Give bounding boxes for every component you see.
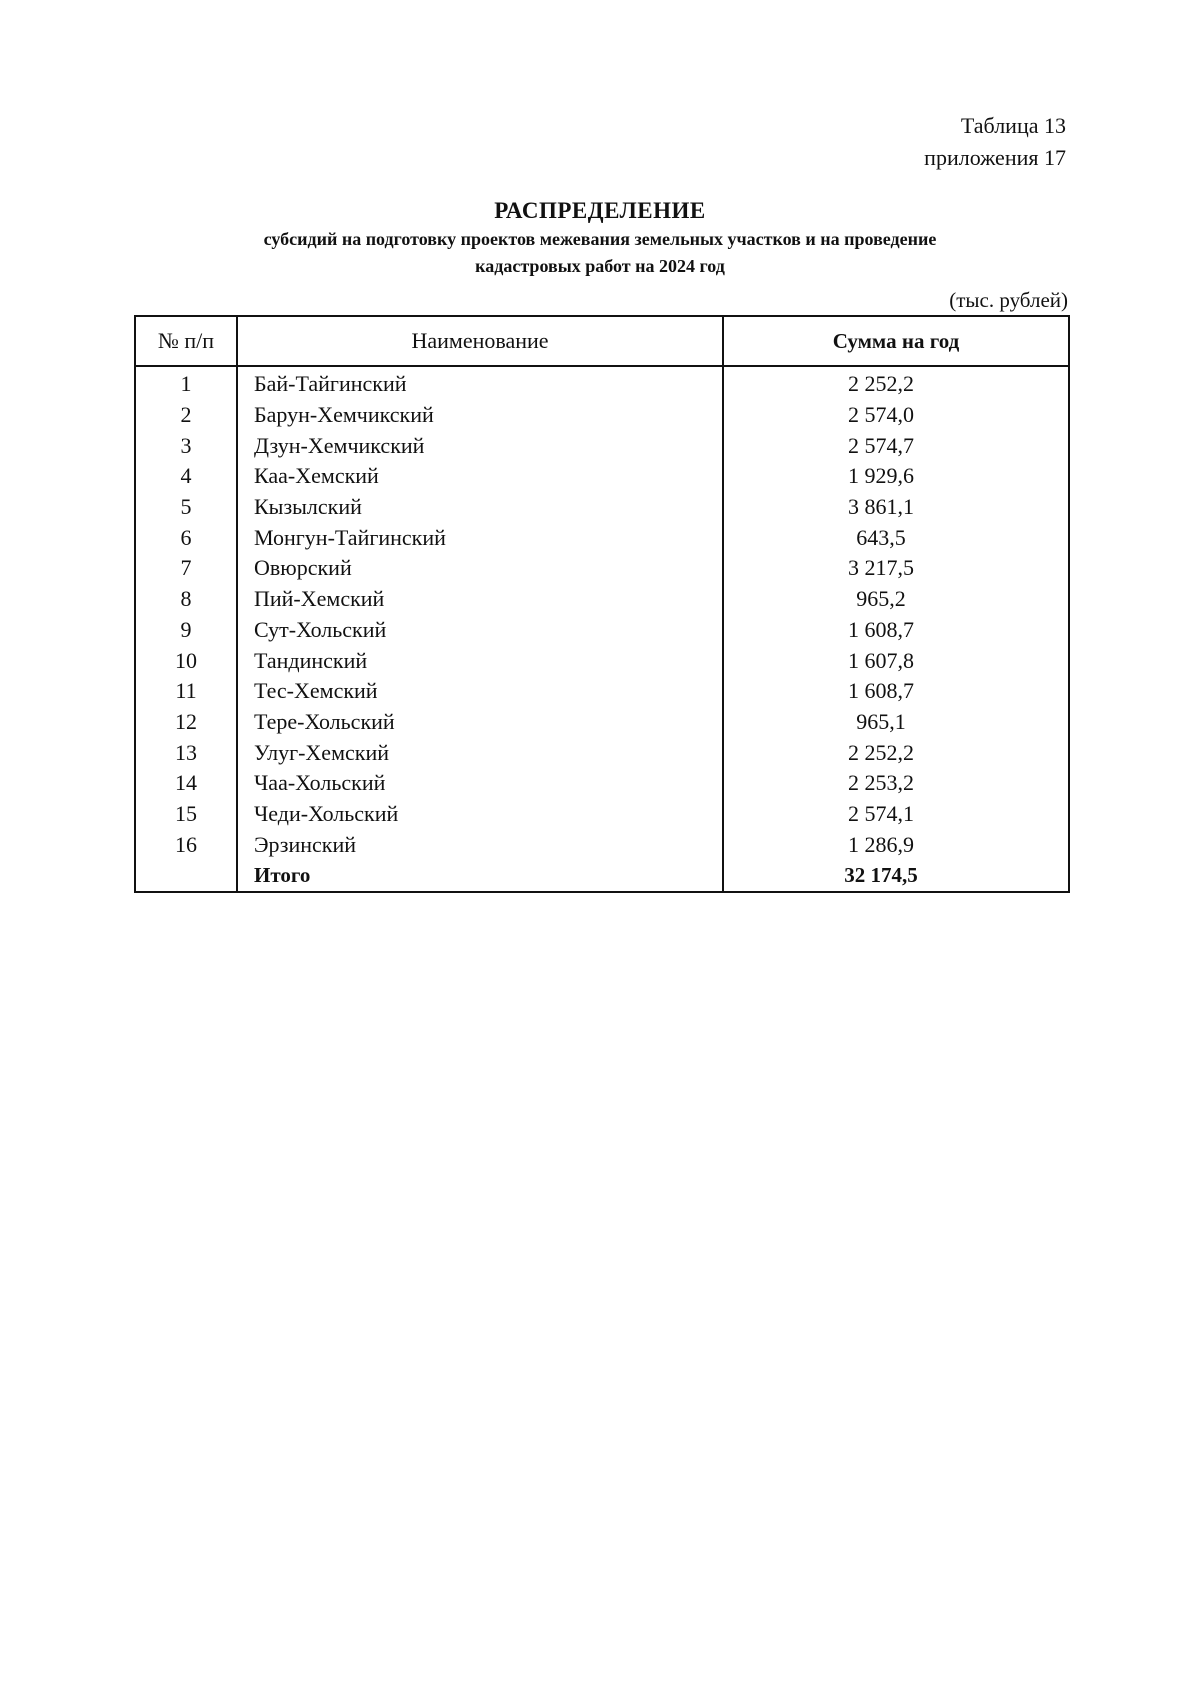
table-body xyxy=(135,366,1069,892)
table-row xyxy=(135,492,1069,523)
row-sum: 965,1 xyxy=(723,707,1069,738)
row-name: Тандинский xyxy=(237,645,723,676)
row-name: Чеди-Хольский xyxy=(237,799,723,830)
row-sum: 2 252,2 xyxy=(723,366,1069,400)
row-sum: 2 574,1 xyxy=(723,799,1069,830)
row-name: Барун-Хемчикский xyxy=(237,400,723,431)
title-main: РАСПРЕДЕЛЕНИЕ xyxy=(494,198,706,223)
row-number: 10 xyxy=(135,645,237,676)
row-name: Пий-Хемский xyxy=(237,584,723,615)
row-sum: 3 861,1 xyxy=(723,492,1069,523)
table-row xyxy=(135,461,1069,492)
table-row xyxy=(135,829,1069,860)
row-number: 1 xyxy=(135,366,237,400)
row-name: Дзун-Хемчикский xyxy=(237,430,723,461)
table-header-row xyxy=(135,316,1069,366)
row-number: 13 xyxy=(135,737,237,768)
row-number: 12 xyxy=(135,707,237,738)
table-row xyxy=(135,366,1069,400)
document-title xyxy=(130,196,1070,280)
total-label: Итого xyxy=(237,860,723,892)
row-name: Тере-Хольский xyxy=(237,707,723,738)
table-row xyxy=(135,707,1069,738)
table-row xyxy=(135,676,1069,707)
row-sum: 1 929,6 xyxy=(723,461,1069,492)
row-name: Улуг-Хемский xyxy=(237,737,723,768)
table-row xyxy=(135,584,1069,615)
header-number: № п/п xyxy=(135,316,237,366)
table-row xyxy=(135,768,1069,799)
table-row xyxy=(135,400,1069,431)
row-name: Кызылский xyxy=(237,492,723,523)
row-name: Чаа-Хольский xyxy=(237,768,723,799)
total-sum: 32 174,5 xyxy=(723,860,1069,892)
row-name: Каа-Хемский xyxy=(237,461,723,492)
row-number: 5 xyxy=(135,492,237,523)
header-name: Наименование xyxy=(237,316,723,366)
row-name: Монгун-Тайгинский xyxy=(237,522,723,553)
row-number: 8 xyxy=(135,584,237,615)
row-number: 2 xyxy=(135,400,237,431)
table-row xyxy=(135,645,1069,676)
row-number: 4 xyxy=(135,461,237,492)
row-number: 3 xyxy=(135,430,237,461)
appendix-number: приложения 17 xyxy=(924,145,1066,170)
table-row xyxy=(135,799,1069,830)
total-row xyxy=(135,860,1069,892)
distribution-table xyxy=(134,315,1070,893)
table-row xyxy=(135,553,1069,584)
row-sum: 2 252,2 xyxy=(723,737,1069,768)
row-number: 11 xyxy=(135,676,237,707)
row-name: Эрзинский xyxy=(237,829,723,860)
row-sum: 1 286,9 xyxy=(723,829,1069,860)
row-sum: 2 253,2 xyxy=(723,768,1069,799)
row-number: 14 xyxy=(135,768,237,799)
title-sub-line2: кадастровых работ на 2024 год xyxy=(475,256,725,276)
table-row xyxy=(135,737,1069,768)
units-label: (тыс. рублей) xyxy=(949,288,1068,312)
row-name: Овюрский xyxy=(237,553,723,584)
table-row xyxy=(135,430,1069,461)
header-sum: Сумма на год xyxy=(723,316,1069,366)
row-name: Тес-Хемский xyxy=(237,676,723,707)
row-sum: 1 608,7 xyxy=(723,676,1069,707)
row-name: Сут-Хольский xyxy=(237,615,723,646)
table-row xyxy=(135,522,1069,553)
row-sum: 965,2 xyxy=(723,584,1069,615)
row-sum: 3 217,5 xyxy=(723,553,1069,584)
row-sum: 2 574,0 xyxy=(723,400,1069,431)
row-name: Бай-Тайгинский xyxy=(237,366,723,400)
table-row xyxy=(135,615,1069,646)
row-number: 16 xyxy=(135,829,237,860)
table-reference xyxy=(924,110,1066,174)
title-sub-line1: субсидий на подготовку проектов межевания земельных участков и на проведение xyxy=(263,229,937,249)
total-number-cell xyxy=(135,860,237,892)
row-sum: 1 607,8 xyxy=(723,645,1069,676)
table-number: Таблица 13 xyxy=(960,113,1066,138)
row-sum: 2 574,7 xyxy=(723,430,1069,461)
row-number: 7 xyxy=(135,553,237,584)
row-number: 15 xyxy=(135,799,237,830)
row-number: 6 xyxy=(135,522,237,553)
row-sum: 1 608,7 xyxy=(723,615,1069,646)
row-sum: 643,5 xyxy=(723,522,1069,553)
row-number: 9 xyxy=(135,615,237,646)
